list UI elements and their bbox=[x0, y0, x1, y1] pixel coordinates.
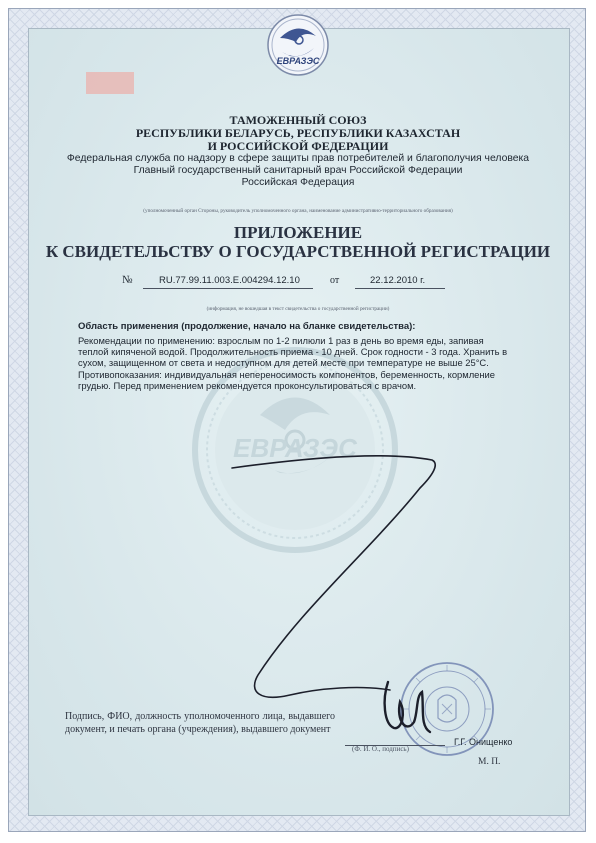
red-serial-stamp bbox=[86, 72, 134, 94]
body-line: Противопоказания: индивидуальная непереносимость компонентов, беременность, кормление bbox=[78, 368, 496, 380]
body-line: Рекомендации по применению: взрослым по 1-2 пилюли 1 раз в день во время еды, запивая bbox=[78, 335, 484, 346]
date-underline bbox=[355, 288, 445, 289]
registration-row bbox=[122, 275, 442, 289]
union-line: РЕСПУБЛИКИ БЕЛАРУСЬ, РЕСПУБЛИКИ КАЗАХСТАН bbox=[135, 126, 461, 140]
signature-note: Подпись, ФИО, должность уполномоченного лица, выдавшего документ, и печать органа (учреждения), выдавшего документ bbox=[65, 711, 335, 735]
number-underline bbox=[143, 288, 313, 289]
agency-header bbox=[0, 153, 596, 189]
agency-line: Российская Федерация bbox=[241, 177, 355, 188]
union-line: И РОССИЙСКОЙ ФЕДЕРАЦИИ bbox=[207, 139, 389, 153]
logo-label: ЕВРАЗЭС bbox=[276, 56, 320, 66]
union-line: ТАМОЖЕННЫЙ СОЮЗ bbox=[229, 113, 367, 127]
registration-number: RU.77.99.11.003.E.004294.12.10 bbox=[159, 275, 300, 286]
signer-name: Г.Г. Онищенко bbox=[454, 737, 513, 747]
info-caption: (информация, не вошедшая в текст свидетельства о государственной регистрации) bbox=[206, 306, 390, 312]
body-line: грудью. Перед применением рекомендуется проконсультироваться с врачом. bbox=[78, 379, 417, 391]
title-line-1: ПРИЛОЖЕНИЕ bbox=[233, 223, 363, 242]
eurasec-logo bbox=[252, 12, 344, 78]
organ-caption: (уполномоченный орган Стороны, руководитель уполномоченного органа, наименование административно-территориального образования) bbox=[143, 208, 453, 214]
fio-caption: (Ф. И. О., подпись) bbox=[352, 745, 409, 753]
body-line: сухом, защищенном от света и недоступном для детей месте при температуре не выше 25°С. bbox=[78, 357, 489, 369]
agency-line: Главный государственный санитарный врач Российской Федерации bbox=[133, 165, 463, 176]
union-header bbox=[0, 114, 596, 153]
content-body bbox=[78, 335, 522, 391]
number-sign: № bbox=[122, 274, 133, 286]
document-title bbox=[0, 223, 596, 261]
scope-heading: Область применения (продолжение, начало на бланке свидетельства): bbox=[78, 321, 416, 332]
agency-line: Федеральная служба по надзору в сфере защиты прав потребителей и благополучия человека bbox=[66, 153, 530, 164]
title-line-2: К СВИДЕТЕЛЬСТВУ О ГОСУДАРСТВЕННОЙ РЕГИСТРАЦИИ bbox=[45, 242, 551, 261]
from-label: от bbox=[330, 275, 340, 286]
body-line: теплой кипяченой водой. Продолжительность приема - 10 дней. Срок годности - 3 года. Хранить в bbox=[78, 346, 508, 358]
watermark-label: ЕВРАЗЭС bbox=[233, 433, 357, 463]
seal-place-label: М. П. bbox=[478, 757, 501, 767]
registration-date: 22.12.2010 г. bbox=[370, 275, 426, 286]
handwritten-signature bbox=[372, 672, 442, 744]
